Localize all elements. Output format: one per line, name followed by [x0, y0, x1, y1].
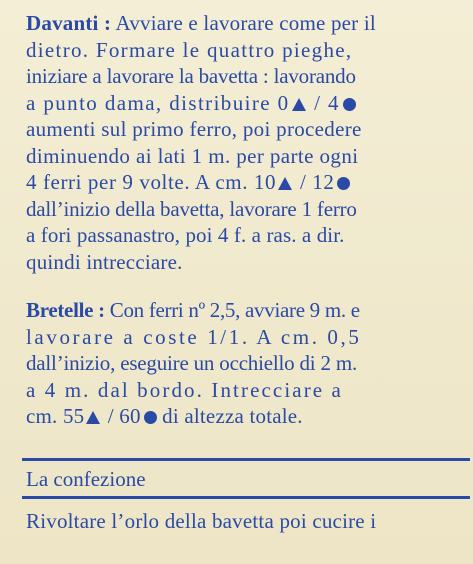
text-line — [26, 297, 466, 324]
text-span: 4 ferri per 9 volte. A cm. 10 — [26, 170, 277, 194]
divider-bottom — [22, 496, 470, 499]
text-line: diminuendo ai lati 1 m. per parte ogni — [26, 143, 359, 168]
divider-top — [22, 458, 470, 461]
triangle-icon — [292, 98, 306, 111]
text-line: a 4 m. dal bordo. Intrecciare a — [26, 377, 343, 402]
text-line: a fori passanastro, poi 4 f. a ras. a dir. — [26, 223, 345, 247]
text-line — [26, 90, 466, 117]
text-span: Con ferri nº 2,5, avviare 9 m. e — [104, 298, 360, 322]
text-line: Rivoltare l’orlo della bavetta poi cucire i — [26, 509, 377, 533]
text-line: aumenti sul primo ferro, poi procedere — [26, 117, 362, 141]
text-line: lavorare a coste 1/1. A cm. 0,5 — [26, 324, 362, 349]
davanti-label: Davanti : — [26, 11, 112, 35]
davanti-section — [26, 10, 466, 275]
bretelle-label: Bretelle : — [26, 298, 105, 322]
text-line — [26, 403, 466, 430]
text-line: dall’inizio, eseguire un occhiello di 2 m. — [26, 351, 358, 375]
text-line — [26, 169, 466, 196]
text-line: dall’inizio della bavetta, lavorare 1 ferro — [26, 196, 357, 221]
triangle-icon — [86, 411, 100, 424]
text-span: a punto dama, distribuire 0 — [26, 90, 290, 115]
text-span: / 12 — [294, 170, 335, 194]
text-span: cm. 55 — [26, 404, 85, 428]
confezione-heading: La confezione — [26, 467, 146, 491]
text-span: di altezza totale. — [156, 404, 303, 428]
circle-icon — [144, 411, 157, 424]
triangle-icon — [278, 177, 292, 190]
text-span: Avviare e lavorare come per il — [111, 11, 376, 35]
text-span: / 4 — [307, 90, 340, 115]
text-line: dietro. Formare le quattro pieghe, — [26, 37, 353, 62]
circle-icon — [337, 177, 350, 190]
text-line — [26, 10, 466, 37]
text-line: iniziare a lavorare la bavetta : lavorando — [26, 64, 356, 88]
text-span: / 60 — [102, 404, 141, 428]
text-line: quindi intrecciare. — [26, 249, 183, 274]
bretelle-section — [26, 297, 466, 430]
circle-icon — [343, 98, 356, 111]
confezione-section — [26, 508, 466, 535]
